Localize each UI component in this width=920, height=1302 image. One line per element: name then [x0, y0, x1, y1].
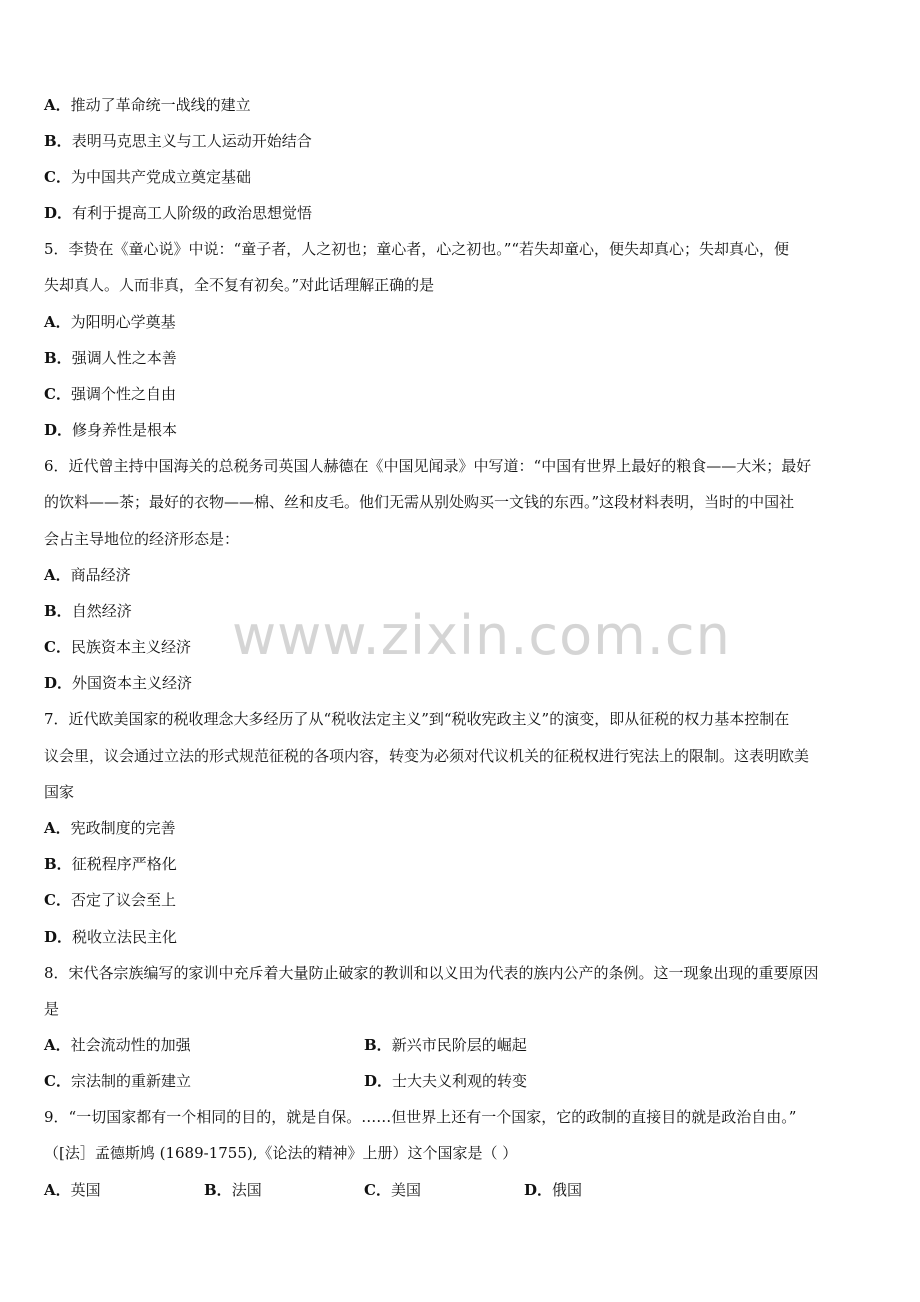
q6-option-b: B．自然经济: [44, 602, 132, 620]
q6-option-d: D．外国资本主义经济: [44, 674, 193, 692]
q5-option-b: B．强调人性之本善: [44, 349, 177, 367]
q9-option-b: B．法国: [204, 1181, 262, 1199]
q5-stem-line2: 失却真人。人而非真，全不复有初矣。”对此话理解正确的是: [44, 276, 435, 294]
q8-option-c: C．宗法制的重新建立: [44, 1072, 191, 1090]
q9-option-a: A．英国: [44, 1181, 101, 1199]
q8-stem-line2: 是: [44, 1000, 60, 1018]
q7-option-a: A．宪政制度的完善: [44, 819, 176, 837]
q7-stem-line3: 国家: [44, 783, 75, 801]
q6-option-c: C．民族资本主义经济: [44, 638, 191, 656]
q6-stem-line2: 的饮料——茶；最好的衣物——棉、丝和皮毛。他们无需从别处购买一文钱的东西。”这段材料表明，当时的中国社: [44, 493, 795, 511]
q4-option-d: D．有利于提高工人阶级的政治思想觉悟: [44, 204, 313, 222]
q9-option-d: D．俄国: [524, 1181, 583, 1199]
q7-stem-line1: 7．近代欧美国家的税收理念大多经历了从“税收法定主义”到“税收宪政主义”的演变，即从征税的权力基本控制在: [44, 710, 790, 728]
q4-option-c: C．为中国共产党成立奠定基础: [44, 168, 251, 186]
q9-stem-line2: （[法］孟德斯鸠 (1689-1755),《论法的精神》上册）这个国家是（ ）: [44, 1144, 518, 1162]
q6-stem-line1: 6．近代曾主持中国海关的总税务司英国人赫德在《中国见闻录》中写道：“中国有世界上最好的粮食——大米；最好: [44, 457, 812, 475]
q5-option-d: D．修身养性是根本: [44, 421, 178, 439]
q6-stem-line3: 会占主导地位的经济形态是：: [44, 530, 240, 548]
q5-stem-line1: 5．李贽在《童心说》中说：“童子者，人之初也；童心者，心之初也。”“若失却童心，便失却真心；失却真心，便: [44, 240, 790, 258]
q7-option-d: D．税收立法民主化: [44, 928, 178, 946]
q5-option-c: C．强调个性之自由: [44, 385, 176, 403]
q4-option-a: A．推动了革命统一战线的建立: [44, 96, 251, 114]
q8-option-d: D．士大夫义利观的转变: [364, 1072, 528, 1090]
q5-option-a: A．为阳明心学奠基: [44, 313, 176, 331]
q8-stem-line1: 8．宋代各宗族编写的家训中充斥着大量防止破家的教训和以义田为代表的族内公产的条例。这一现象出现的重要原因: [44, 964, 819, 982]
q6-option-a: A．商品经济: [44, 566, 131, 584]
q9-stem-line1: 9．“一切国家都有一个相同的目的，就是自保。……但世界上还有一个国家，它的政制的直接目的就是政治自由。”: [44, 1108, 797, 1126]
watermark: www.zixin.com.cn: [232, 604, 731, 667]
q7-option-b: B．征税程序严格化: [44, 855, 177, 873]
q8-option-b: B．新兴市民阶层的崛起: [364, 1036, 527, 1054]
q8-option-a: A．社会流动性的加强: [44, 1036, 191, 1054]
q4-option-b: B．表明马克思主义与工人运动开始结合: [44, 132, 312, 150]
q9-option-c: C．美国: [364, 1181, 421, 1199]
q7-stem-line2: 议会里，议会通过立法的形式规范征税的各项内容，转变为必须对代议机关的征税权进行宪法上的限制。这表明欧美: [44, 747, 810, 765]
q7-option-c: C．否定了议会至上: [44, 891, 176, 909]
